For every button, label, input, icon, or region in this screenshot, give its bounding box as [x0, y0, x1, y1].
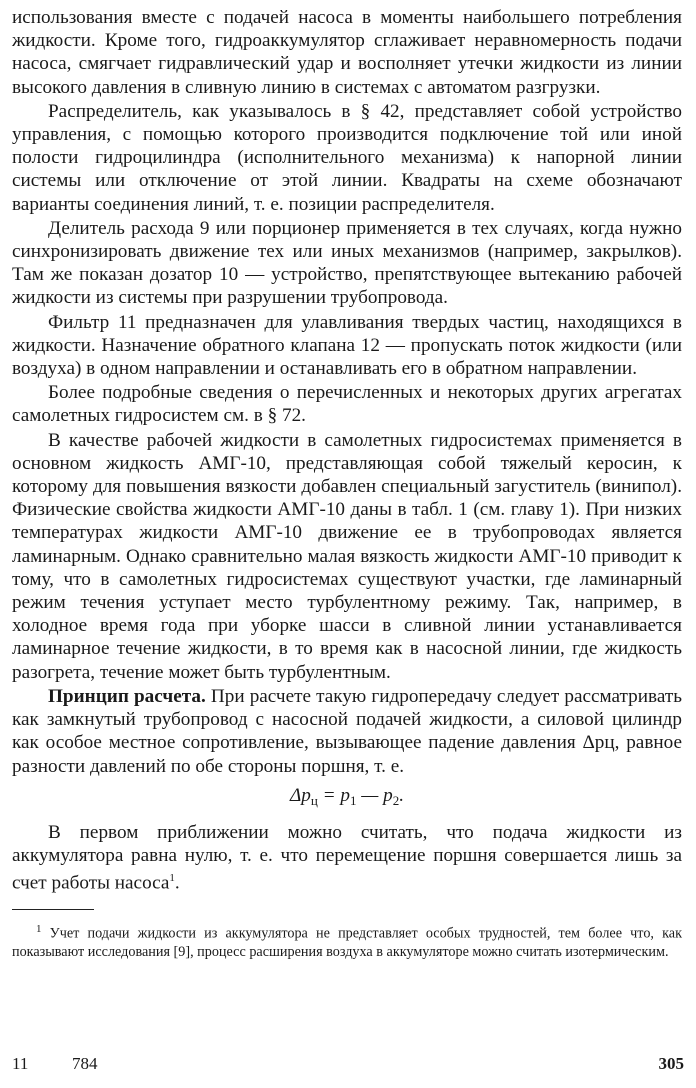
- paragraph-flow-divider: Делитель расхода 9 или порционер применяется в тех случаях, когда нужно синхронизировать движение тех или иных механизмов (например, закрылков). Там же показан дозатор 10 — устройство, препятствующее вытеканию рабочей жидкости из системы при разрушении трубопровода.: [12, 217, 682, 309]
- formula-sub-2: 2: [392, 792, 400, 808]
- paragraph-more-info: Более подробные сведения о перечисленных и некоторых других агрегатах самолетных гидросистем см. в § 72.: [12, 382, 682, 427]
- formula-sub-1: 1: [349, 792, 357, 808]
- paragraph-first-approximation: [12, 821, 682, 895]
- formula-equals: =: [317, 784, 341, 806]
- paragraph-calculation-principle: [12, 685, 682, 778]
- formula-delta-p: Δp: [289, 784, 311, 806]
- footnote-reference[interactable]: 1: [169, 872, 175, 885]
- printer-signature-number: 784: [72, 1054, 98, 1073]
- page-body: [12, 6, 682, 962]
- section-lead-text: При расчете такую гидропередачу следует рассматривать как замкнутый трубопровод с насосной подачей жидкости, а силовой цилиндр как особое местное сопротивление, вызывающее падение давления Δpц, равное разности давлений по обе стороны поршня, т. е.: [12, 685, 682, 777]
- pressure-drop-formula: [12, 782, 682, 815]
- footnote: [12, 920, 682, 963]
- footnote-mark: 1: [36, 922, 42, 935]
- formula-sub-c: ц: [310, 792, 318, 808]
- paragraph-accumulator: использования вместе с подачей насоса в моменты наибольшего потребления жидкости. Кроме того, гидроаккумулятор сглаживает неравномерность подачи насоса, смягчает гидравлический удар и восполняет утечки жидкости из линии высокого давления в сливную линию в системах с автоматом разгрузки.: [12, 7, 682, 98]
- formula-p2: p: [383, 784, 393, 806]
- formula-minus: —: [356, 784, 384, 806]
- first-approximation-text: В первом приближении можно считать, что подача жидкости из аккумулятора равна нулю, т. е. что перемещение поршня совершается лишь за счет работы насоса: [12, 821, 682, 894]
- section-lead-heading: Принцип расчета.: [48, 685, 206, 707]
- page-number: 305: [658, 1054, 684, 1073]
- paragraph-working-fluid: В качестве рабочей жидкости в самолетных гидросистемах применяется в основном жидкость АМГ-10, представляющая собой тяжелый керосин, к которому для повышения вязкости добавлен специальный загуститель (винипол). Физические свойства жидкости АМГ-10 даны в табл. 1 (см. главу 1). При низких температурах жидкости АМГ-10 движение ее в трубопроводах является ламинарным. Однако сравнительно малая вязкость жидкости АМГ-10 приводит к тому, что в самолетных гидросистемах существуют участки, где ламинарный режим течения уступает место турбулентному режиму. Так, например, в холодное время года при уборке шасси в сливной линии устанавливается ламинарное течение жидкости, в то время как в насосной линии, где жидкость разогрета, течение может быть турбулентным.: [12, 429, 682, 683]
- formula-period: .: [399, 784, 404, 806]
- footnote-text: Учет подачи жидкости из аккумулятора не представляет особых трудностей, тем более что, как показывают исследования [9], процесс расширения воздуха в аккумуляторе можно считать изотермическим.: [12, 925, 682, 961]
- paragraph-distributor: Распределитель, как указывалось в § 42, представляет собой устройство управления, с помощью которого производится подключение той или иной полости гидроцилиндра (исполнительного механизма) к напорной линии системы или отключение от этой линии. Квадраты на схеме обозначают варианты соединения линий, т. е. позиции распределителя.: [12, 100, 682, 215]
- first-approximation-end: .: [174, 872, 180, 894]
- paragraph-filter: Фильтр 11 предназначен для улавливания твердых частиц, находящихся в жидкости. Назначение обратного клапана 12 — пропускать поток жидкости (или воздуха) в одном направлении и останавливать его в обратном направлении.: [12, 311, 682, 380]
- formula-p1: p: [340, 784, 350, 806]
- printer-signature: 11: [12, 1054, 29, 1073]
- footnote-divider: [12, 909, 94, 910]
